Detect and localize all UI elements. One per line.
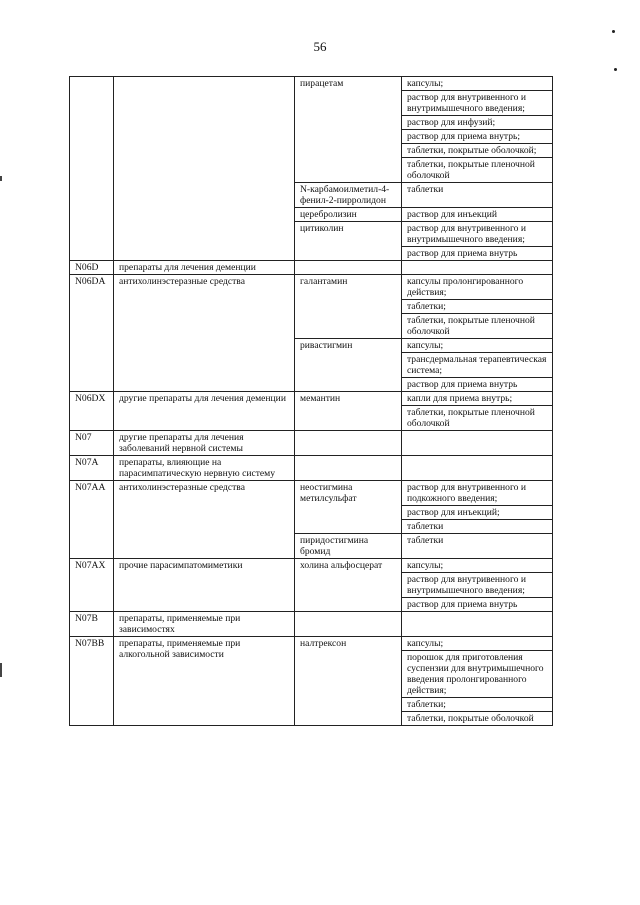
table-row	[70, 431, 553, 456]
group-name-cell	[114, 77, 295, 261]
atc-code-cell: N07	[70, 431, 114, 456]
group-name-cell: другие препараты для лечения заболеваний нервной системы	[114, 431, 295, 456]
table-row	[70, 637, 553, 651]
table-row	[70, 456, 553, 481]
group-name-cell: антихолинэстеразные средства	[114, 275, 295, 392]
group-name-cell: прочие парасимпатомиметики	[114, 559, 295, 612]
dosage-form-cell: раствор для приема внутрь	[402, 598, 553, 612]
atc-code-cell: N06DA	[70, 275, 114, 392]
dosage-form-cell: раствор для инъекций	[402, 208, 553, 222]
group-name-cell: препараты, применяемые при алкогольной зависимости	[114, 637, 295, 726]
group-name-cell: препараты, применяемые при зависимостях	[114, 612, 295, 637]
atc-code-cell: N07AX	[70, 559, 114, 612]
group-name-cell: антихолинэстеразные средства	[114, 481, 295, 559]
dosage-form-cell	[402, 612, 553, 637]
dosage-form-cell	[402, 456, 553, 481]
scan-speck	[614, 68, 617, 71]
dosage-form-cell: капсулы пролонгированного действия;	[402, 275, 553, 300]
dosage-form-cell: капсулы;	[402, 559, 553, 573]
dosage-form-cell: таблетки	[402, 534, 553, 559]
dosage-form-cell: раствор для приема внутрь	[402, 378, 553, 392]
dosage-form-cell: порошок для приготовления суспензии для внутримышечного введения пролонгированного действия;	[402, 651, 553, 698]
dosage-form-cell: таблетки, покрытые пленочной оболочкой	[402, 314, 553, 339]
drug-name-cell	[295, 261, 402, 275]
drug-name-cell: церебролизин	[295, 208, 402, 222]
dosage-form-cell: капсулы;	[402, 339, 553, 353]
dosage-form-cell: раствор для внутривенного и внутримышечного введения;	[402, 573, 553, 598]
drug-name-cell: мемантин	[295, 392, 402, 431]
drug-name-cell: N-карбамоилметил-4-фенил-2-пирролидон	[295, 183, 402, 208]
table-row	[70, 261, 553, 275]
drug-name-cell: налтрексон	[295, 637, 402, 726]
dosage-form-cell: раствор для приема внутрь	[402, 247, 553, 261]
dosage-form-cell: таблетки, покрытые пленочной оболочкой	[402, 158, 553, 183]
dosage-form-cell: трансдермальная терапевтическая система;	[402, 353, 553, 378]
drug-name-cell	[295, 456, 402, 481]
table-row	[70, 77, 553, 91]
drug-name-cell	[295, 431, 402, 456]
table-row	[70, 392, 553, 406]
atc-code-cell: N07AA	[70, 481, 114, 559]
dosage-form-cell: капсулы;	[402, 77, 553, 91]
dosage-form-cell: раствор для внутривенного и внутримышечного введения;	[402, 222, 553, 247]
dosage-form-cell: раствор для внутривенного и внутримышечного введения;	[402, 91, 553, 116]
drug-name-cell: галантамин	[295, 275, 402, 339]
dosage-form-cell: таблетки, покрытые оболочкой	[402, 712, 553, 726]
atc-code-cell: N07B	[70, 612, 114, 637]
table-row	[70, 559, 553, 573]
group-name-cell: другие препараты для лечения деменции	[114, 392, 295, 431]
page-number: 56	[313, 39, 327, 54]
dosage-form-cell	[402, 261, 553, 275]
drug-name-cell	[295, 612, 402, 637]
drug-name-cell: ривастигмин	[295, 339, 402, 392]
dosage-form-cell: таблетки;	[402, 300, 553, 314]
scan-speck	[612, 30, 615, 33]
drug-name-cell: пиридостигмина бромид	[295, 534, 402, 559]
atc-code-cell: N06D	[70, 261, 114, 275]
dosage-form-cell: таблетки	[402, 520, 553, 534]
dosage-form-cell: раствор для приема внутрь;	[402, 130, 553, 144]
atc-code-cell: N07BB	[70, 637, 114, 726]
dosage-form-cell: капсулы;	[402, 637, 553, 651]
dosage-form-cell: раствор для внутривенного и подкожного введения;	[402, 481, 553, 506]
drug-name-cell: цитиколин	[295, 222, 402, 261]
dosage-form-cell: капли для приема внутрь;	[402, 392, 553, 406]
dosage-form-cell: раствор для инфузий;	[402, 116, 553, 130]
dosage-form-cell: таблетки, покрытые пленочной оболочкой	[402, 406, 553, 431]
group-name-cell: препараты, влияющие на парасимпатическую нервную систему	[114, 456, 295, 481]
table-row	[70, 612, 553, 637]
atc-code-cell	[70, 77, 114, 261]
table-row	[70, 481, 553, 506]
table-row	[70, 275, 553, 300]
drug-name-cell: холина альфосцерат	[295, 559, 402, 612]
drug-classification-table	[69, 76, 553, 726]
dosage-form-cell	[402, 431, 553, 456]
scan-edge-mark	[0, 663, 2, 677]
dosage-form-cell: раствор для инъекций;	[402, 506, 553, 520]
dosage-form-cell: таблетки, покрытые оболочкой;	[402, 144, 553, 158]
scan-edge-mark	[0, 176, 2, 181]
atc-code-cell: N06DX	[70, 392, 114, 431]
group-name-cell: препараты для лечения деменции	[114, 261, 295, 275]
dosage-form-cell: таблетки	[402, 183, 553, 208]
dosage-form-cell: таблетки;	[402, 698, 553, 712]
drug-name-cell: пирацетам	[295, 77, 402, 183]
drug-name-cell: неостигмина метилсульфат	[295, 481, 402, 534]
atc-code-cell: N07A	[70, 456, 114, 481]
